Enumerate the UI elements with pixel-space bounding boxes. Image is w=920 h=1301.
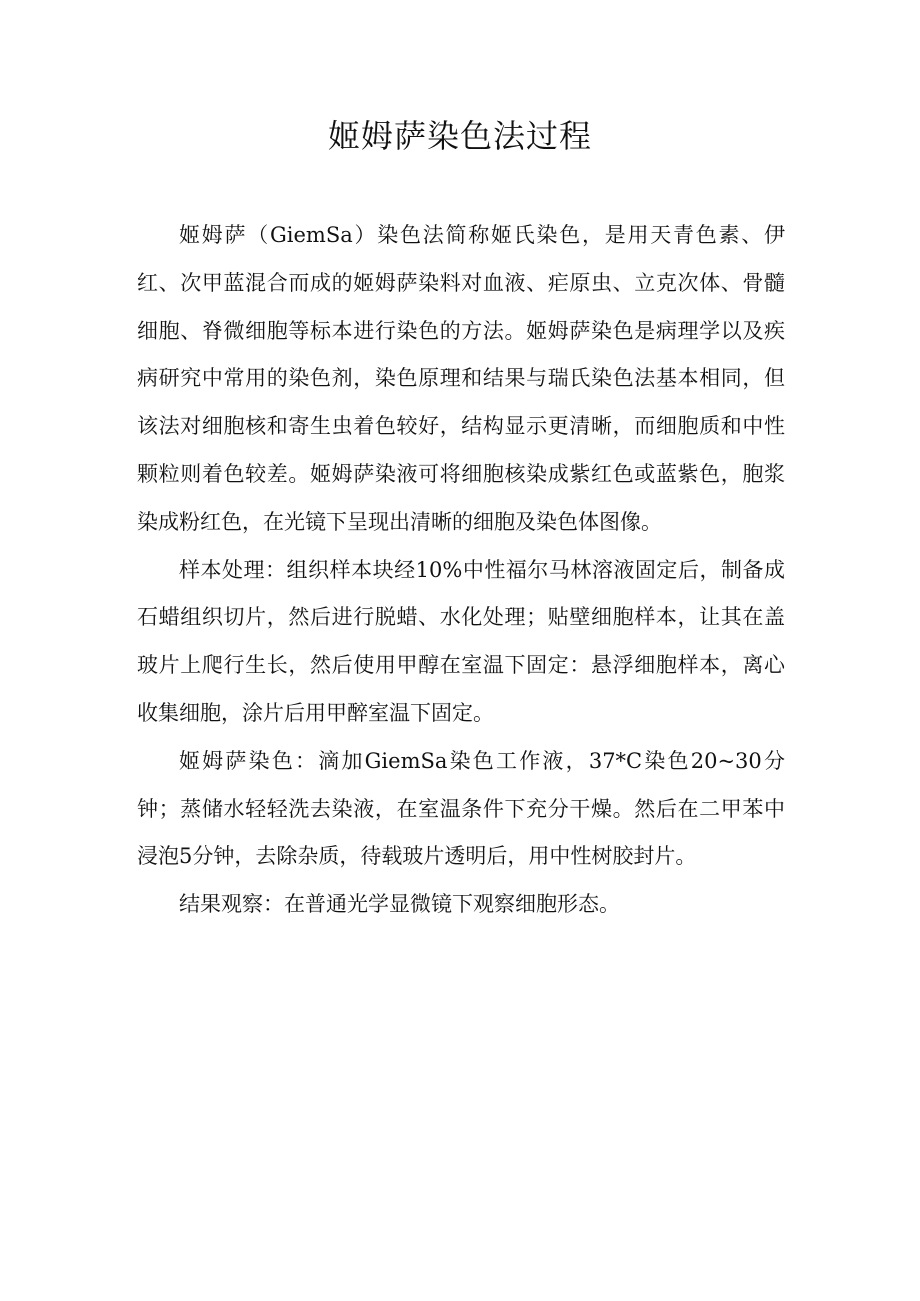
document-body [137, 212, 785, 929]
document-title: 姬姆萨染色法过程 [327, 117, 592, 155]
intro-paragraph: 姬姆萨（GiemSa）染色法简称姬氏染色，是用天青色素、伊红、次甲蓝混合而成的姬姆萨染料对血液、疟原虫、立克次体、骨髓细胞、脊微细胞等标本进行染色的方法。姬姆萨染色是病理学以及疾病研究中常用的染色剂，染色原理和结果与瑞氏染色法基本相同，但该法对细胞核和寄生虫着色较好，结构显示更清晰，而细胞质和中性颗粒则着色较差。姬姆萨染液可将细胞核染成紫红色或蓝紫色，胞浆染成粉红色，在光镜下呈现出清晰的细胞及染色体图像。 [137, 223, 785, 534]
result-observation-paragraph: 结果观察：在普通光学显微镜下观察细胞形态。 [179, 892, 620, 917]
sample-processing-paragraph: 样本处理：组织样本块经10%中性福尔马林溶液固定后，制备成石蜡组织切片，然后进行脱蜡、水化处理；贴壁细胞样本，让其在盖玻片上爬行生长，然后使用甲醇在室温下固定：悬浮细胞样本，离心收集细胞，涂片后用甲醉室温下固定。 [137, 557, 785, 725]
giemsa-staining-paragraph: 姬姆萨染色：滴加GiemSa染色工作液，37*C染色20~30分钟；蒸储水轻轻洗去染液，在室温条件下充分干燥。然后在二甲苯中浸泡5分钟，去除杂质，待载玻片透明后，用中性树胶封片。 [137, 748, 785, 869]
